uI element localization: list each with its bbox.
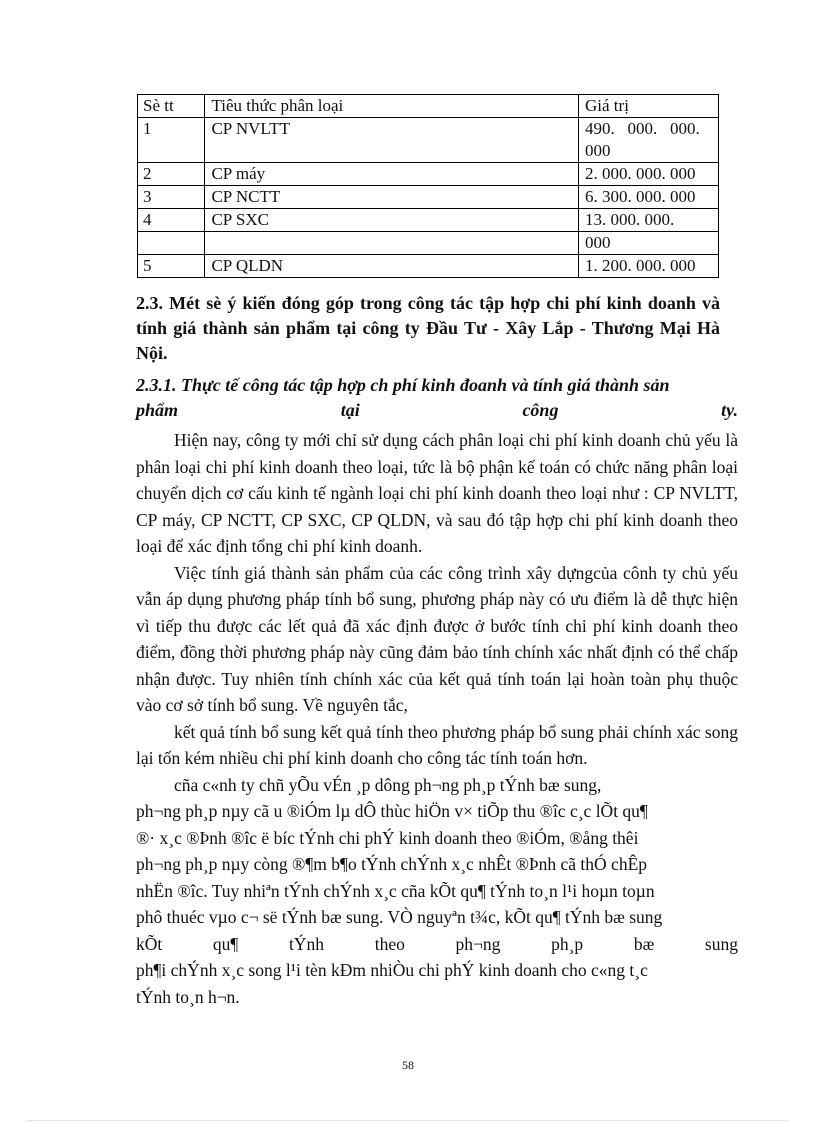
row-name [205,232,579,255]
page-number: 58 [402,1058,414,1072]
subsection-heading-line2 [136,398,738,423]
row-name: CP máy [205,163,579,186]
row-no: 3 [138,186,205,209]
row-no [138,232,205,255]
garbled-line: nhËn ®îc. Tuy nhiªn tÝnh chÝnh x¸c cña kÕt qu¶ tÝnh to¸n l¹i hoµn toµn [136,880,655,901]
garbled-line: ph¬ng ph¸p nµy cã u ®iÓm lµ dÔ thùc hiÖn v× tiÕp thu ®îc c¸c lÕt qu¶ [136,801,648,821]
row-no: 5 [138,255,205,278]
row-name: CP QLDN [205,255,579,278]
table-row [138,232,719,255]
header-cell-value: Giá trị [579,95,719,118]
garbled-line: tÝnh to¸n h¬n. [136,986,240,1007]
header-cell-criteria: Tiêu thức phân loại [205,95,579,118]
row-value: 000 [579,232,719,255]
spread-word: sung [704,933,738,954]
row-value: 2. 000. 000. 000 [579,163,719,186]
row-name: CP SXC [205,209,579,232]
row-value: 6. 300. 000. 000 [579,186,719,209]
paragraph-2: Việc tính giá thành sản phẩm của các công trình xây dựngcủa cônh ty chủ yếu vẫn áp dụng phương pháp tính bổ sung, phương pháp này có ưu điểm là dễ thực hiện vì tiếp thu được các lết quả đã xác định được ở bước tính chi phí kinh doanh theo điểm, đồng thời phương pháp này cũng đảm bảo tính chính xác nhất định có thể chấp nhận được. Tuy nhiên tính chính xác của kết quả tính toán lại hoàn toàn phụ thuộc vào cơ sở tính bổ sung. Về nguyên tắc, [136,562,738,715]
cost-classification-table [137,94,719,278]
body-text [136,427,738,1010]
garbled-line: phô thuéc vµo c¬ së tÝnh bæ sung. VÒ nguyªn t¾c, kÕt qu¶ tÝnh bæ sung [136,907,663,927]
row-name: CP NVLTT [205,118,579,163]
row-value-line2: 000 [585,141,611,160]
garbled-line: ph¶i chÝnh x¸c song l¹i tèn kÐm nhiÒu chi phÝ kinh doanh cho c«ng t¸c [136,960,648,980]
garbled-spread-line [136,931,738,958]
spread-word: ph¸p [551,933,584,954]
spread-word: kÕt [136,933,163,954]
spread-word: bæ [633,933,655,954]
paragraph-3: kết quả tính bổ sung kết quả tính theo phương pháp bổ sung phải chính xác song lại tốn kém nhiều chi phí kinh doanh cho công tác tính toán hơn. [136,721,738,768]
spread-word: qu¶ [212,933,239,954]
garbled-line: cña c«nh ty chñ yÕu vÉn ¸p dông ph¬ng ph¸p tÝnh bæ sung, [174,774,602,795]
footer-divider [28,1120,788,1121]
heading-word: phẩm [136,400,179,420]
table-row [138,186,719,209]
table-row [138,163,719,186]
row-no: 2 [138,163,205,186]
subsection-heading-line1: 2.3.1. Thực tế công tác tập hợp ch phí kinh đoanh và tính giá thành sản [136,375,670,395]
table-row [138,209,719,232]
garbled-line: ph¬ng ph¸p nµy còng ®¶m b¶o tÝnh chÝnh x¸c nhÊt ®Þnh cã thÓ chÊp [136,854,648,874]
subsection-heading [136,373,738,423]
row-no: 4 [138,209,205,232]
row-no: 1 [138,118,205,163]
garbled-line: ®· x¸c ®Þnh ®îc ë bíc tÝnh chi phÝ kinh doanh theo ®iÓm, ®ång thêi [136,827,639,848]
spread-word: tÝnh [289,933,325,954]
row-value: 1. 200. 000. 000 [579,255,719,278]
table-header-row [138,95,719,118]
spread-word: theo [374,933,405,954]
section-heading: 2.3. Mét sè ý kiến đóng góp trong công tác tập hợp chi phí kinh doanh và tính giá thành sản phẩm tại công ty Đầu Tư - Xây Lắp - Thương Mại Hà Nội. [136,293,720,363]
table-row [138,118,719,163]
paragraph-1: Hiện nay, công ty mới chỉ sử dụng cách phân loại chi phí kinh doanh chủ yếu là phân loại chi phí kinh doanh theo loại, tức là bộ phận kế toán có chức năng phân loại chuyển dịch cơ cấu kinh tế ngành loại chi phí kinh doanh theo loại như : CP NVLTT, CP máy, CP NCTT, CP SXC, CP QLDN, và sau đó tập hợp chi phí kinh doanh theo loại để xác định tổng chi phí kinh doanh. [136,430,738,556]
row-name: CP NCTT [205,186,579,209]
row-value: 13. 000. 000. [579,209,719,232]
table-row [138,255,719,278]
header-cell-no: Sè tt [138,95,205,118]
row-value-line1: 490. 000. 000. [585,119,700,138]
heading-word: ty. [721,400,738,420]
spread-word: ph¬ng [455,933,501,954]
heading-word: công [522,400,559,420]
heading-word: tại [340,400,360,420]
row-value [579,118,719,163]
